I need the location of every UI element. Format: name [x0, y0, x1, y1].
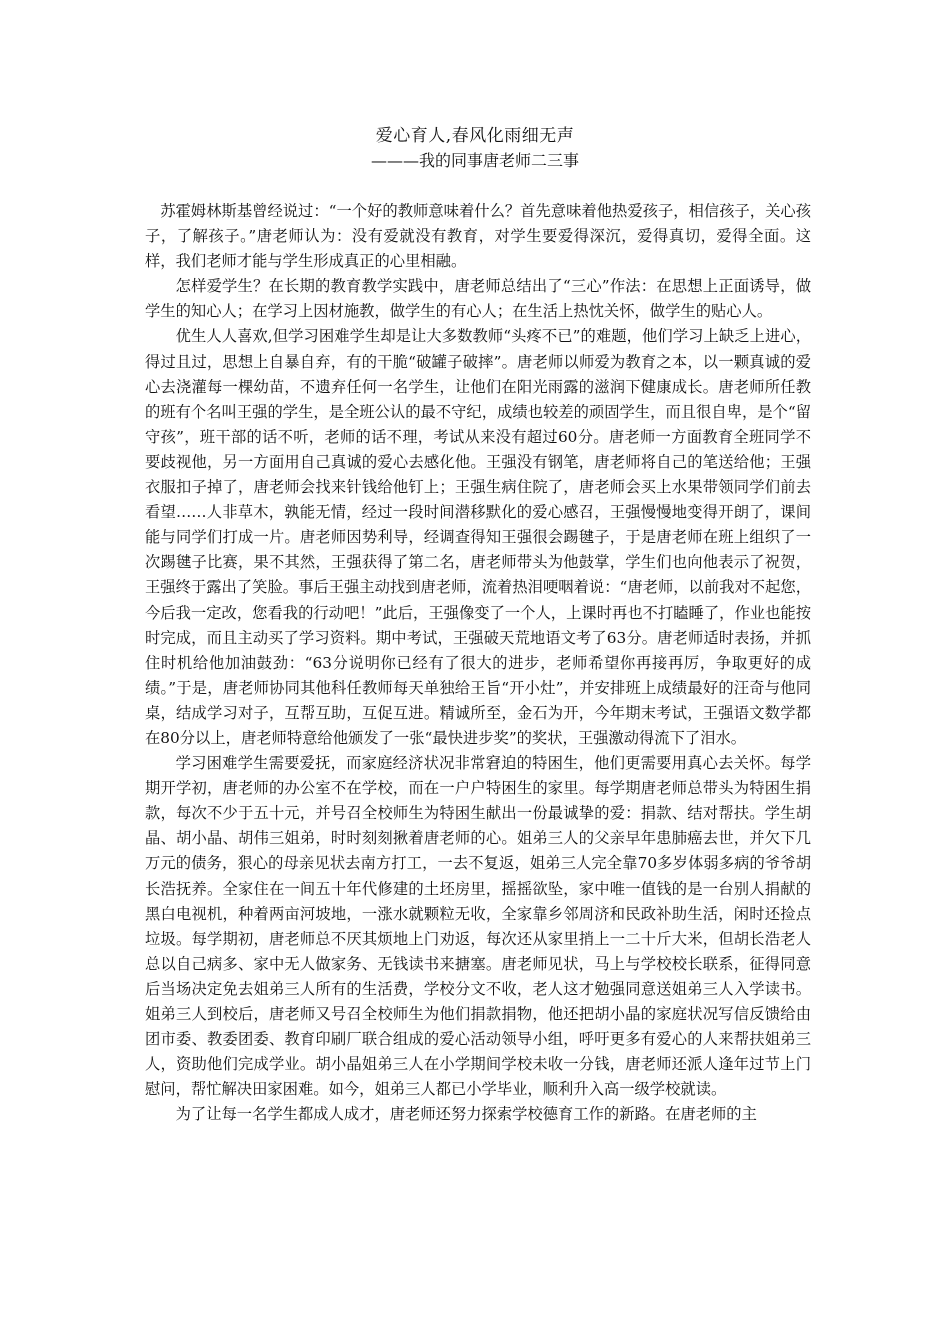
paragraph-3: 优生人人喜欢,但学习困难学生却是让大多数教师“头疼不已”的难题，他们学习上缺乏上进心，得过且过，思想上自暴自弃，有的干脆“破罐子破摔”。唐老师以师爱为教育之本，以一颗真诚的爱心去浇灌每一棵幼苗，不遗弃任何一名学生，让他们在阳光雨露的滋润下健康成长。唐老师所任教的班有个名叫王强的学生，是全班公认的最不守纪，成绩也较差的顽固学生，而且很自卑，是个“留守孩”，班干部的话不听，老师的话不理，考试从来没有超过60分。唐老师一方面教育全班同学不要歧视他，另一方面用自己真诚的爱心去感化他。王强没有钢笔，唐老师将自己的笔送给他；王强衣服扣子掉了，唐老师会找来针钱给他钉上；王强生病住院了，唐老师会买上水果带领同学们前去看望……人非草木，孰能无情，经过一段时间潜移默化的爱心感召，王强慢慢地变得开朗了，课间能与同学们打成一片。唐老师因势利导，经调查得知王强很会踢毽子，于是唐老师在班上组织了一次踢毽子比赛，果不其然，王强获得了第二名，唐老师带头为他鼓掌，学生们也向他表示了祝贺，王强终于露出了笑脸。事后王强主动找到唐老师，流着热泪哽咽着说：“唐老师，以前我对不起您，今后我一定改，您看我的行动吧！”此后，王强像变了一个人，上课时再也不打瞌睡了，作业也能按时完成，而且主动买了学习资料。期中考试，王强破天荒地语文考了63分。唐老师适时表扬，并抓住时机给他加油鼓劲：“63分说明你已经有了很大的进步，老师希望你再接再厉，争取更好的成绩。”于是，唐老师协同其他科任教师每天单独给王旨“开小灶”，并安排班上成绩最好的汪奇与他同桌，结成学习对子，互帮互助，互促互进。精诚所至，金石为开，今年期末考试，王强语文数学都在80分以上，唐老师特意给他颁发了一张“最快进步奖”的奖状，王强激动得流下了泪水。: [145, 327, 811, 747]
paragraph-4: 学习困难学生需要爱抚，而家庭经济状况非常窘迫的特困生，他们更需要用真心去关怀。每学期开学初，唐老师的办公室不在学校，而在一户户特困生的家里。每学期唐老师总带头为特困生捐款，每次不少于五十元，并号召全校师生为特困生献出一份最诚挚的爱：捐款、结对帮扶。学生胡晶、胡小晶、胡伟三姐弟，时时刻刻揪着唐老师的心。姐弟三人的父亲早年患肺癌去世，并欠下几万元的债务，狠心的母亲见状去南方打工，一去不复返，姐弟三人完全靠70多岁体弱多病的爷爷胡长浩抚养。全家住在一间五十年代修建的土坯房里，摇摇欲坠，家中唯一值钱的是一台别人捐献的黑白电视机，种着两亩河坡地，一涨水就颗粒无收，全家靠乡邻周济和民政补助生活，闲时还捡点垃圾。每学期初，唐老师总不厌其烦地上门劝返，每次还从家里捎上一二十斤大米，但胡长浩老人总以自己病多、家中无人做家务、无钱读书来搪塞。唐老师见状，马上与学校校长联系，征得同意后当场决定免去姐弟三人所有的生活费，学校分文不收，老人这才勉强同意送姐弟三人入学读书。姐弟三人到校后，唐老师又号召全校师生为他们捐款捐物，他还把胡小晶的家庭状况写信反馈给由团市委、教委团委、教育印刷厂联合组成的爱心活动领导小组，呼吁更多有爱心的人来帮扶姐弟三人，资助他们完成学业。胡小晶姐弟三人在小学期间学校未收一分钱，唐老师还派人逢年过节上门慰问，帮忙解决田家困难。如今，姐弟三人都已小学毕业，顺利升入高一级学校就读。: [145, 754, 811, 1099]
document-title: 爱心育人,春风化雨细无声: [375, 126, 575, 146]
paragraph-5: 为了让每一名学生都成人成才，唐老师还努力探索学校德育工作的新路。在唐老师的主: [175, 1105, 757, 1124]
document-subtitle: ———我的同事唐老师二三事: [370, 151, 579, 170]
paragraph-2: 怎样爱学生？在长期的教育教学实践中，唐老师总结出了“三心”作法：在思想上正面诱导，做学生的知心人；在学习上因材施教，做学生的有心人；在生活上热忱关怀，做学生的贴心人。: [145, 277, 811, 321]
paragraph-1: 苏霍姆林斯基曾经说过：“一个好的教师意味着什么？首先意味着他热爱孩子，相信孩子，关心孩子，了解孩子。”唐老师认为：没有爱就没有教育，对学生要爱得深沉，爱得真切，爱得全面。这样，我们老师才能与学生形成真正的心里相融。: [145, 202, 811, 271]
document-body: [145, 199, 811, 1127]
